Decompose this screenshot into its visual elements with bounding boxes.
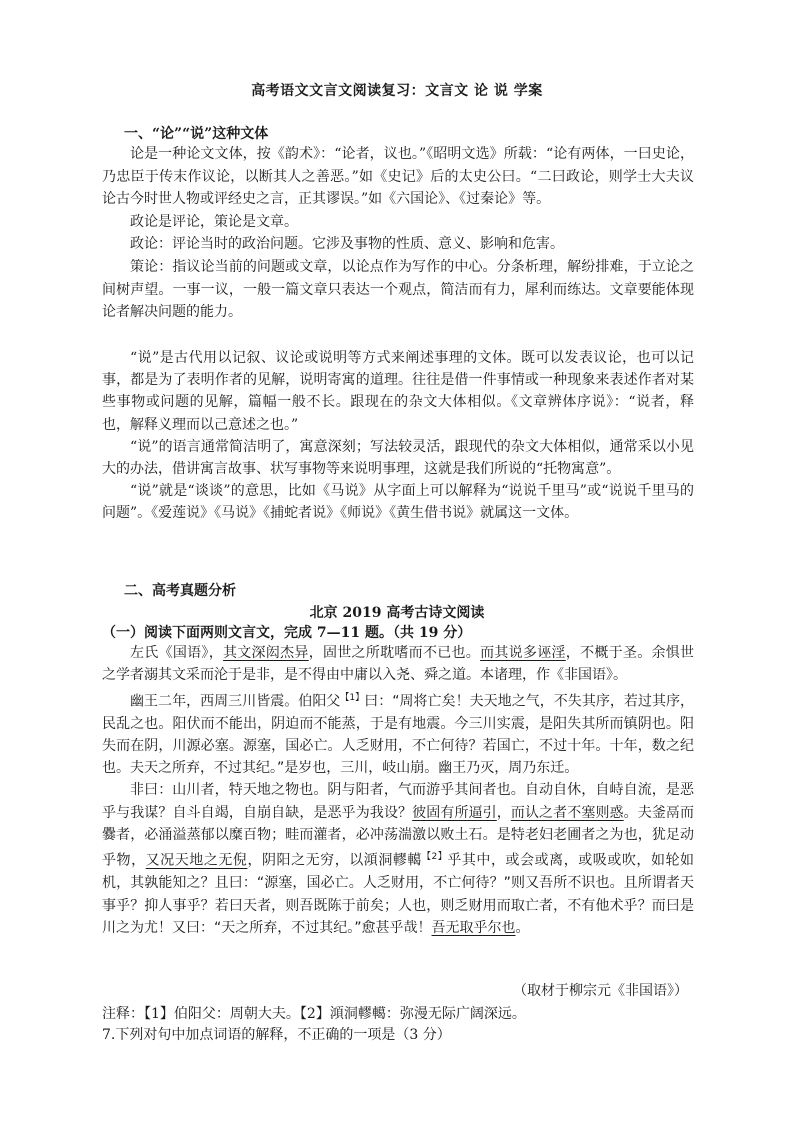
- text-run: 曰：“周将亡矣！夫天地之气，不失其序，若过其序，民乱之也。阳伏而不能出，阴迫而不能蒸，于是有地震。今三川实震，是阳失其所而镇阴也。阳失而在阴，川源必塞。源塞，国必亡。人乏财用，不亡何待？若国亡，不过十年。十年，数之纪也。夫天之所弃，不过其纪。”是岁也，三川，岐山崩。幽王乃灭，周乃东迁。: [102, 693, 695, 777]
- text-run: 非曰：山川者，特天地之物也。阴与阳者，气而游乎其间者也。自动自休，自峙自流，是恶乎与我谋？自斗自竭，自崩自缺，是恶乎为我设？: [102, 782, 694, 821]
- section-2-heading: 二、高考真题分析: [124, 583, 236, 599]
- footnote-marker: 【1】: [340, 692, 365, 703]
- classical-paragraph-2: [102, 687, 694, 780]
- classical-text: [102, 642, 694, 939]
- text-run: ，固世之所耽嗜而不已也。: [308, 645, 481, 661]
- text-run: 左氏《国语》，: [130, 645, 223, 661]
- underlined-phrase: 彼固有所逼引: [412, 804, 497, 821]
- paragraph-shuo-examples: “说”就是“谈谈”的意思，比如《马说》从字面上可以解释为“说说千里马”或“说说千里马的问题”。《爱莲说》《马说》《捕蛇者说》《师说》《黄生借书说》就属这一文体。: [102, 483, 694, 522]
- text-run: ，阴阳之无穷，以澒洞轇轕: [247, 852, 422, 869]
- page-title: 高考语文文言文阅读复习：文言文 论 说 学案: [251, 83, 543, 99]
- section-1-body: [102, 143, 694, 324]
- paragraph-shuo-definition: “说”是古代用以记叙、议论或说明等方式来阐述事理的文体。既可以发表议论，也可以记事，都是为了表明作者的见解，说明寄寓的道理。往往是借一件事情或一种现象来表述作者对某些事物或问题的见解，篇幅一般不长。跟现在的杂文大体相似。《文章辨体序说》：“说者，释也，解释义理而以己意述之也。”: [102, 350, 694, 433]
- text-run: 。: [515, 919, 530, 936]
- underlined-phrase: 吾无取乎尔也: [431, 919, 516, 936]
- underlined-phrase: 而其说多诬淫: [480, 645, 566, 661]
- underlined-phrase: 其文深闳杰异: [222, 645, 309, 661]
- exam-title: 北京 2019 高考古诗文阅读: [309, 605, 485, 621]
- paragraph-zhenglun: 政论：评论当时的政治问题。它涉及事物的性质、意义、影响和危害。: [130, 236, 564, 253]
- question-7: 7.下列对句中加点词语的解释，不正确的一项是（3 分）: [102, 1027, 451, 1043]
- text-run: ，: [496, 804, 511, 821]
- underlined-phrase: 又况天地之无倪: [145, 852, 248, 869]
- text-run: 。夫釜鬲而爨者，必涌溢蒸郁以糜百物；畦而灌者，必冲荡湍激以败土石。是特老妇老圃者之为也，犹足动乎物，: [102, 804, 695, 869]
- paragraph-celun: 策论：指议论当前的问题或文章，以论点作为写作的中心。分条析理，解纷排难，于立论之间树声望。一事一议，一般一篇文章只表达一个观点，简洁而有力，犀利而练达。文章要能体现论者解决问题的能力。: [102, 258, 694, 321]
- text-run: 幽王二年，西周三川皆震。伯阳父: [130, 693, 341, 710]
- footnote-marker: 【2】: [421, 852, 448, 863]
- source-citation: （取材于柳宗元《非国语》）: [513, 983, 688, 999]
- text-run: 乎其中，或会或离，或吸或吹，如轮如机，其孰能知之？且曰：“源塞，国必亡。人乏财用，不亡何待？”则又吾所不识也。且所谓者天事乎？抑人事乎？若曰天者，则吾既陈于前矣；人也，则乏财用而取亡者，不有他术乎？而曰是川之为尤！又曰：“天之所弃，不过其纪。”愈甚乎哉！: [102, 852, 695, 936]
- classical-paragraph-3: [102, 779, 694, 939]
- paragraph-lun-definition: 论是一种论文文体，按《韵术》：“论者，议也。”《昭明文选》所载：“论有两体，一曰史论，乃忠臣于传末作议论，以断其人之善恶。”如《史记》后的太史公曰。“二曰政论，则学士大夫议论古今时世人物或评经史之言，正其谬误。”如《六国论》、《过秦论》等。: [102, 146, 694, 208]
- paragraph-shuo-language: “说”的语言通常简洁明了，寓意深刻；写法较灵活，跟现代的杂文大体相似，通常采以小见大的办法，借讲寓言故事、状写事物等来说明事理，这就是我们所说的“托物寓意”。: [102, 438, 694, 478]
- section-1-heading: 一、“论”“说”这种文体: [124, 126, 269, 142]
- question-group-heading: （一）阅读下面两则文言文，完成 7—11 题。（共 19 分）: [102, 625, 472, 641]
- section-1-shuo-body: [102, 347, 694, 525]
- annotations: 注释：【1】伯阳父：周朝大夫。【2】澒洞轇轕：弥漫无际广阔深远。: [102, 1006, 526, 1022]
- underlined-phrase: 而认之者不塞则惑: [510, 804, 624, 821]
- paragraph-zhenglun-celun: 政论是评论，策论是文章。: [130, 213, 298, 230]
- classical-paragraph-1: [102, 642, 694, 687]
- text-run: ，不概于圣。余惧世之学者溺其文采而沦于是非，是不得由中庸以入尧、舜之道。本诸理，作《非国语》。: [102, 645, 695, 684]
